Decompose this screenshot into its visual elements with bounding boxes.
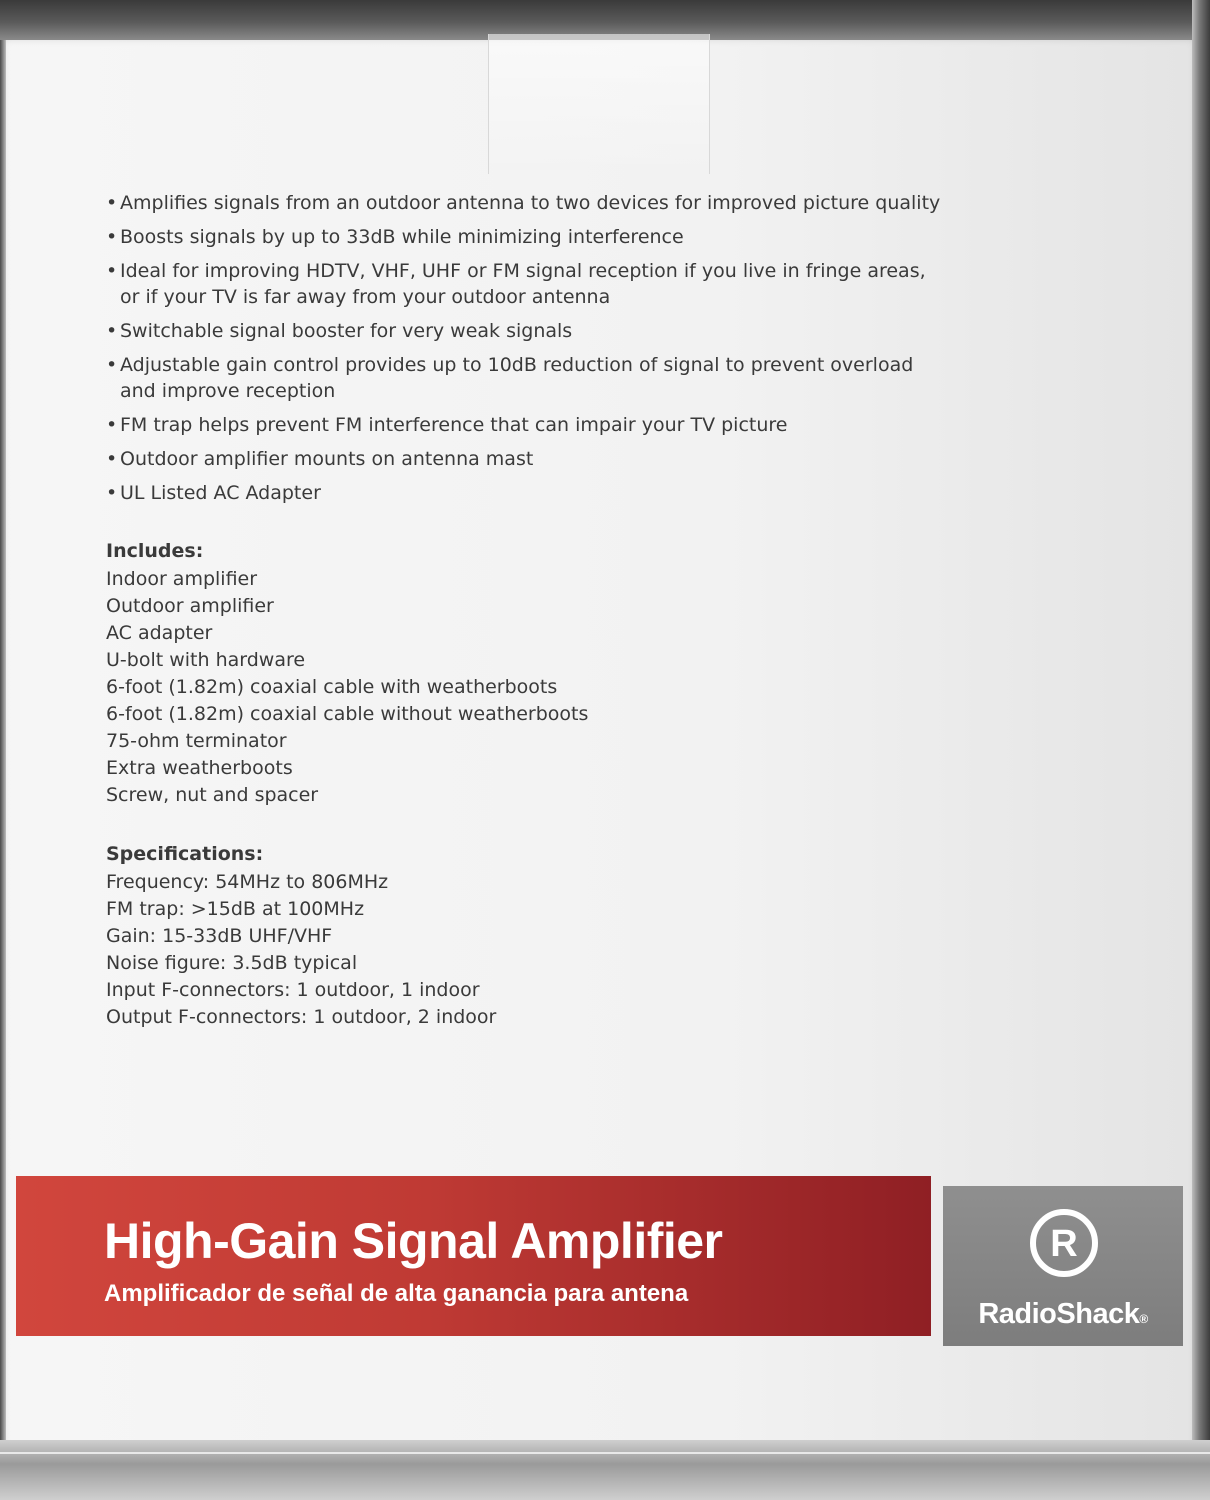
brand-logo-block <box>943 1186 1183 1346</box>
specifications-heading: Specifications: <box>106 843 264 865</box>
feature-item: • Adjustable gain control provides up to 10dB reduction of signal to prevent overload and improve reception <box>106 352 986 404</box>
includes-heading: Includes: <box>106 540 204 562</box>
includes-item: Screw, nut and spacer <box>106 784 319 806</box>
specifications-list <box>106 869 986 1031</box>
spec-item: Frequency: 54MHz to 806MHz <box>106 871 389 893</box>
spec-item: Input F-connectors: 1 outdoor, 1 indoor <box>106 979 480 1001</box>
includes-item: Extra weatherboots <box>106 757 293 779</box>
product-subtitle: Amplificador de señal de alta ganancia para antena <box>104 1280 689 1307</box>
feature-item: • Outdoor amplifier mounts on antenna mast <box>106 446 986 472</box>
brand-name-text: RadioShack <box>978 1298 1140 1330</box>
feature-item: • Amplifies signals from an outdoor antenna to two devices for improved picture quality <box>106 190 986 216</box>
includes-item: 6-foot (1.82m) coaxial cable with weatherboots <box>106 676 558 698</box>
includes-list <box>106 566 986 809</box>
includes-item: U-bolt with hardware <box>106 649 306 671</box>
feature-list <box>106 190 986 506</box>
feature-item: • FM trap helps prevent FM interference that can impair your TV picture <box>106 412 986 438</box>
logo-mark-letter: R <box>1050 1223 1078 1265</box>
registered-mark: ® <box>1139 1312 1148 1326</box>
includes-item: Indoor amplifier <box>106 568 258 590</box>
radioshack-logo-icon <box>1029 1208 1099 1278</box>
box-right-edge <box>1192 0 1210 1500</box>
tape-strip <box>488 34 710 174</box>
includes-item: 75-ohm terminator <box>106 730 287 752</box>
includes-item: AC adapter <box>106 622 213 644</box>
box-bottom-line <box>0 1452 1210 1454</box>
product-info <box>106 190 986 1031</box>
spec-item: Output F-connectors: 1 outdoor, 2 indoor <box>106 1006 497 1028</box>
box-bottom-edge <box>0 1440 1210 1500</box>
feature-item: • UL Listed AC Adapter <box>106 480 986 506</box>
includes-item: Outdoor amplifier <box>106 595 274 617</box>
includes-item: 6-foot (1.82m) coaxial cable without weatherboots <box>106 703 589 725</box>
feature-item: • Switchable signal booster for very weak signals <box>106 318 986 344</box>
spec-item: Gain: 15-33dB UHF/VHF <box>106 925 333 947</box>
spec-item: Noise figure: 3.5dB typical <box>106 952 358 974</box>
spec-item: FM trap: >15dB at 100MHz <box>106 898 365 920</box>
product-title-banner <box>16 1176 931 1336</box>
brand-name <box>943 1298 1183 1331</box>
feature-item: • Ideal for improving HDTV, VHF, UHF or FM signal reception if you live in fringe areas, or if your TV is far away from your outdoor antenna <box>106 258 986 310</box>
product-title: High-Gain Signal Amplifier <box>104 1213 723 1269</box>
feature-item: • Boosts signals by up to 33dB while minimizing interference <box>106 224 986 250</box>
